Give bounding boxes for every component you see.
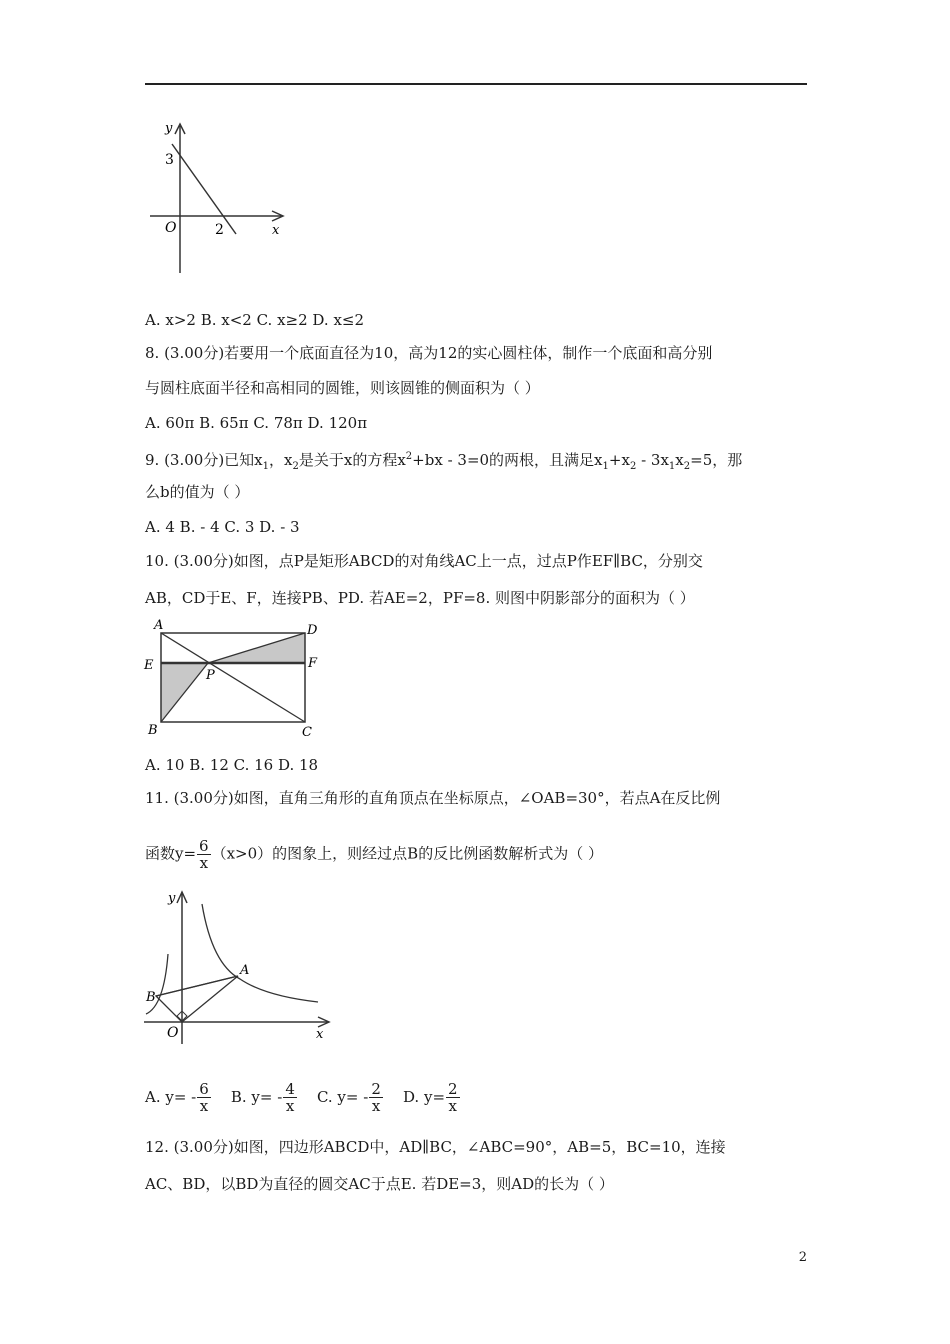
q10-line1: 10. (3.00分)如图，点P是矩形ABCD的对角线AC上一点，过点P作EF∥BC，分别交 xyxy=(145,552,703,570)
svg-text:C: C xyxy=(302,725,312,740)
q10-options: A. 10 B. 12 C. 16 D. 18 xyxy=(145,756,319,774)
svg-text:B: B xyxy=(148,723,158,738)
q11-option-b: B. y= - $\frac{4}{x}$ xyxy=(230,1080,295,1115)
q11-options xyxy=(145,1081,461,1114)
svg-text:y: y xyxy=(168,891,176,906)
svg-text:A: A xyxy=(240,963,250,978)
q11-option-c: C. y= - $\frac{2}{x}$ xyxy=(316,1080,381,1115)
svg-text:B: B xyxy=(146,990,156,1005)
svg-text:O: O xyxy=(167,1025,179,1041)
q11-option-d: D. y= $\frac{2}{x}$ xyxy=(402,1080,458,1115)
svg-text:F: F xyxy=(308,656,318,671)
q9-line2: 么b的值为（ ） xyxy=(145,483,250,501)
q7-origin: O xyxy=(165,220,177,236)
q10-rectangle-figure xyxy=(140,616,325,741)
q11-line1: 11. (3.00分)如图，直角三角形的直角顶点在坐标原点，∠OAB=30°，若点A在反比例 xyxy=(145,789,721,807)
q7-x-label: x xyxy=(272,223,280,238)
q7-y-intercept: 3 xyxy=(165,152,174,168)
q7-options: A. x>2 B. x<2 C. x≥2 D. x≤2 xyxy=(145,311,365,329)
q7-y-label: y xyxy=(165,121,173,136)
q12-line2: AC、BD，以BD为直径的圆交AC于点E. 若DE=3，则AD的长为（ ） xyxy=(145,1175,614,1193)
svg-text:E: E xyxy=(144,658,154,673)
svg-text:A: A xyxy=(154,618,164,633)
header-rule xyxy=(145,83,807,85)
q8-line2: 与圆柱底面半径和高相同的圆锥，则该圆锥的侧面积为（ ） xyxy=(145,379,540,397)
q10-line2: AB，CD于E、F，连接PB、PD. 若AE=2，PF=8. 则图中阴影部分的面积为（ ） xyxy=(145,589,695,607)
q11-hyperbola-figure xyxy=(140,884,335,1044)
q7-x-intercept: 2 xyxy=(215,222,224,238)
q9-options: A. 4 B. - 4 C. 3 D. - 3 xyxy=(145,518,300,536)
svg-text:D: D xyxy=(307,623,318,638)
page-number: 2 xyxy=(798,1250,807,1265)
svg-text:P: P xyxy=(206,668,215,683)
q12-line1: 12. (3.00分)如图，四边形ABCD中，AD∥BC，∠ABC=90°，AB=5，BC=10，连接 xyxy=(145,1138,726,1156)
q9-line1: 9. (3.00分)已知$x_1$，$x_2$是关于x的方程$x^2+bx - 3=0$的两根，且满足$x_1+x_2 - 3x_1x_2=5$，那 xyxy=(145,451,743,472)
q7-line-graph xyxy=(140,118,300,278)
svg-text:x: x xyxy=(316,1027,324,1042)
q11-option-a: A. y= - $\frac{6}{x}$ xyxy=(145,1080,209,1115)
q8-options: A. 60π B. 65π C. 78π D. 120π xyxy=(145,414,368,432)
q11-line2: 函数y= $\frac{6}{x}$ （x>0）的图象上，则经过点B的反比例函数解析式为（ ） xyxy=(145,837,603,872)
q8-line1: 8. (3.00分)若要用一个底面直径为10，高为12的实心圆柱体，制作一个底面和高分别 xyxy=(145,344,713,362)
